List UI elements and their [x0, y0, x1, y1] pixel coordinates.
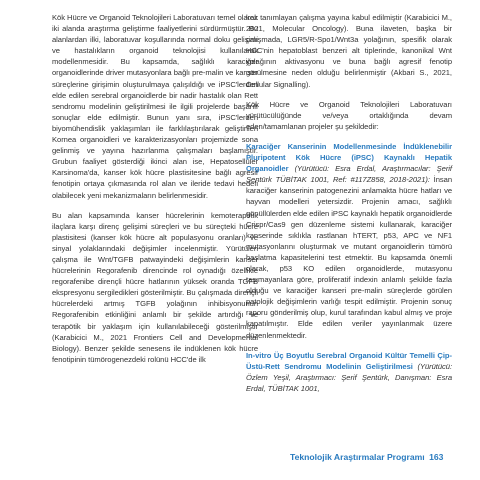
project-1-paragraph	[246, 141, 452, 341]
project-1-body: İnsan karaciğer kanserinin patogenezini anlamakta hücre hatları ve hayvan modelleri yetersizdir. Projenin amacı, sağlıklı gönüllülerden elde edilen iPSC kaynaklı hepatik organoidlerde Crispr/Cas9 gen düzenleme sistemi kullanarak, karaciğer kanserinde sıklıkla rastlanan hTERT, p53, APC ve NF1 mutasyonlarını oluşturmak ve mutant organoidlerin tümörü başlatma kapasitelerini test etmektir. Bu kapsamda önemli olarak, p53 KO edilen organoidlerde, mutasyonu taşımayanlara göre, proliferatif indexin anlamlı şekilde fazla olduğu ve karaciğer kanseri pre-malin süreçlerde görülen patolojik değişimlerin varlığı tespit edilmiştir. Projenin sonuç raporu gönderilmiş olup, kurul tarafından kabul almış ve proje kapatılmıştır. Elde edilen veriler yayınlanmak üzere düzenlenmektedir.	[246, 175, 453, 340]
page-number: 163	[429, 452, 444, 462]
right-paragraph-1: kez tanımlayan çalışma yayına kabul edilmiştir (Karabicici M., 2021, Molecular Oncology). Buna ilaveten, başka bir çalışmada, LGR5/R-Spo1/Wnt3a yolağının, spesifik olarak HCC'nin hepatoblast benzeri alt tiplerinde, kanonikal Wnt yolağının aktivasyonu ve buna bağlı agresif fenotip görülmesine neden olduğu belirlenmiştir (Akbari S., 2021, Cellular Signalling).	[246, 13, 452, 89]
page-footer	[290, 452, 480, 462]
left-paragraph-2: Bu alan kapsamında kanser hücrelerinin kemoterapötik ilaçlara karşı direnç gelişimi süreçleri ve bu süreçteki hücre plastisitesi (kanser kök hücre alt populasyonu oranları) ve sinyal yolaklarındaki değişimler incelenmiştir. Yürütülen çalışma ile Wnt/TGFB patwayindeki değişimlerin kanser hücrelerinin Regorafenib direncinde rol oynadığı özellikle regorafenibe dirençli hücre hatlarının yüksek oranda TGFB ekspresyonu sergiledikleri gösterilmiştir. Bu çalışmada dirençli hücrelerdeki artmış TGFB yolağının inhibisyonunun Regorafenibin etkinliğini anlamlı bir şekilde artırdığı ve terapötik bir yaklaşım için kullanılabileceği gösterilmiştir (Karabicici M., 2021 Frontiers Cell and Developmental Biology). Benzer şekilde senesens ile indüklenen kök hücre fenotipinin tümörogenezdeki rolünü HCC'de ilk	[52, 210, 258, 364]
left-column	[52, 12, 258, 374]
project-2-paragraph	[246, 350, 452, 394]
right-paragraph-2: Kök Hücre ve Organoid Teknolojileri Laboratuvarı yürütücülüğünde ve/veya ortaklığında devam eden/tamamlanan projeler şu şekildedir:	[246, 99, 452, 131]
project-2-meta: (Yürütücü: Özlem Yeşil, Araştırmacı: Şerif Şentürk, Danışman: Esra Erdal, TÜBİTAK 1001,	[246, 361, 452, 393]
footer-label: Teknolojik Araştırmalar Programı	[290, 452, 425, 462]
left-paragraph-1: Kök Hücre ve Organoid Teknolojileri Laboratuvarı temel olarak iki alanda araştırma geliştirme faaliyetlerini sürdürmüştür. Bu alanlardan ilki, laboratuvar koşullarında normal doku gelişimi ve hastalıkların organoid teknolojisi kullanılarak modellenmesidir. Bu kapsamda, sağlıklı karaciğer organoidlerinde driver mutasyonlara bağlı pre-malin ve kanser süreçlerine girişimin oluşturulmaya çalışıldığı ve iPSC'lerden elde edilen serebral organoidlerde bir nadir hastalık olan Rett sendromu modelinin geliştirilmesi ile ilgili projelerde başarılı sonuçlar elde edilmiştir. Bunun yanı sıra, iPSC'lerden biyomühendislik yaklaşımları ile farklılaştırılarak geliştirilen Kornea organoidleri ve karakterizasyonları projemizde sona gelinmiş ve yayına hazırlanma çalışmaları başlamıştır. Grubun faaliyet gösterdiği ikinci alan ise, Hepatosellüler Karsinoma'da, kanser kök hücre plastisitesine bağlı agresif fenotipin ortaya çıkmasında rol alan ve ileride tedavi hedefi olabilecek yeni mekanizmaların belirlenmesidir.	[52, 13, 258, 200]
project-2-title: In-vitro Üç Boyutlu Serebral Organoid Kültür Temelli Çip-Üstü-Rett Sendromu Modelinin Geliştirilmesi	[246, 350, 452, 371]
project-1-meta: (Yürütücü: Esra Erdal, Araştırmacılar: Şerif Şentürk TÜBİTAK 1001, Ref: #117Z858, 2018-2021):	[246, 164, 452, 185]
right-column	[246, 12, 452, 403]
project-1-title: Karaciğer Kanserinin Modellenmesinde İndüklenebilir Pluripotent Kök Hücre (iPSC) Kaynaklı Hepatik Organoidler	[246, 141, 452, 174]
